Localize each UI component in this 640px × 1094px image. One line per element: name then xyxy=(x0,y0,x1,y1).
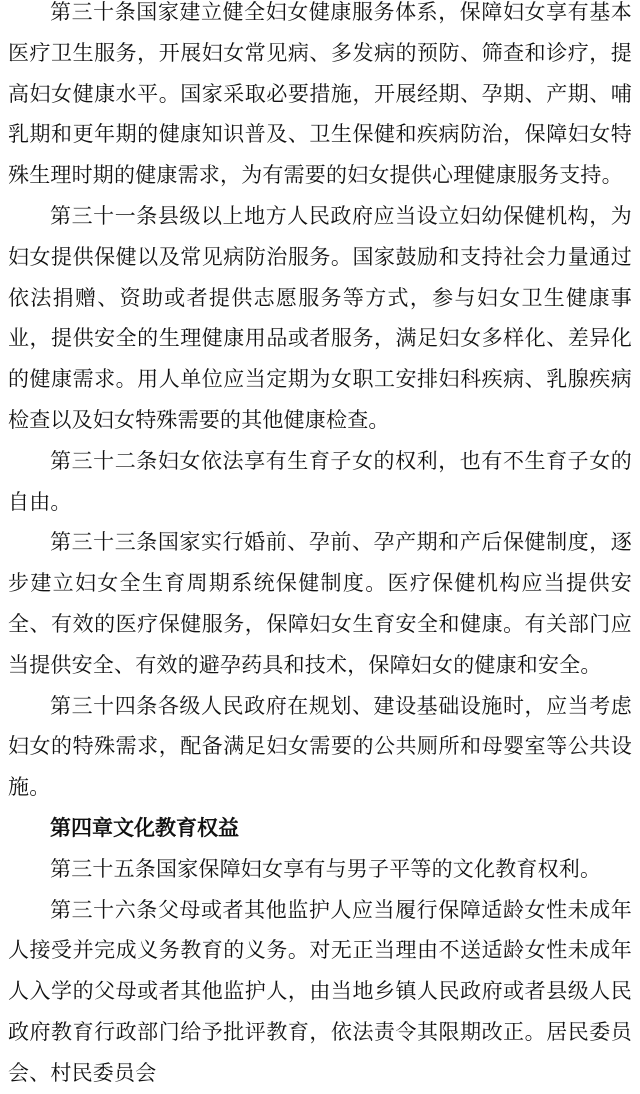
article-34: 第三十四条各级人民政府在规划、建设基础设施时，应当考虑妇女的特殊需求，配备满足妇女需要的公共厕所和母婴室等公共设施。 xyxy=(8,693,632,800)
chapter-heading: 第四章文化教育权益 xyxy=(50,815,239,840)
article-33: 第三十三条国家实行婚前、孕前、孕产期和产后保健制度，逐步建立妇女全生育周期系统保健制度。医疗保健机构应当提供安全、有效的医疗保健服务，保障妇女生育安全和健康。有关部门应当提供安全、有效的避孕药具和技术，保障妇女的健康和安全。 xyxy=(8,530,632,677)
article-31: 第三十一条县级以上地方人民政府应当设立妇幼保健机构，为妇女提供保健以及常见病防治服务。国家鼓励和支持社会力量通过依法捐赠、资助或者提供志愿服务等方式，参与妇女卫生健康事业，提供安全的生理健康用品或者服务，满足妇女多样化、差异化的健康需求。用人单位应当定期为女职工安排妇科疾病、乳腺疾病检查以及妇女特殊需要的其他健康检查。 xyxy=(8,203,632,432)
article-36: 第三十六条父母或者其他监护人应当履行保障适龄女性未成年人接受并完成义务教育的义务。对无正当理由不送适龄女性未成年人入学的父母或者其他监护人，由当地乡镇人民政府或者县级人民政府教育行政部门给予批评教育，依法责令其限期改正。居民委员会、村民委员会 xyxy=(8,897,632,1085)
article-32: 第三十二条妇女依法享有生育子女的权利，也有不生育子女的自由。 xyxy=(8,448,632,514)
document-page xyxy=(8,0,632,1094)
article-35: 第三十五条国家保障妇女享有与男子平等的文化教育权利。 xyxy=(50,856,602,881)
article-30: 第三十条国家建立健全妇女健康服务体系，保障妇女享有基本医疗卫生服务，开展妇女常见病、多发病的预防、筛查和诊疗，提高妇女健康水平。国家采取必要措施，开展经期、孕期、产期、哺乳期和更年期的健康知识普及、卫生保健和疾病防治，保障妇女特殊生理时期的健康需求，为有需要的妇女提供心理健康服务支持。 xyxy=(8,0,632,188)
